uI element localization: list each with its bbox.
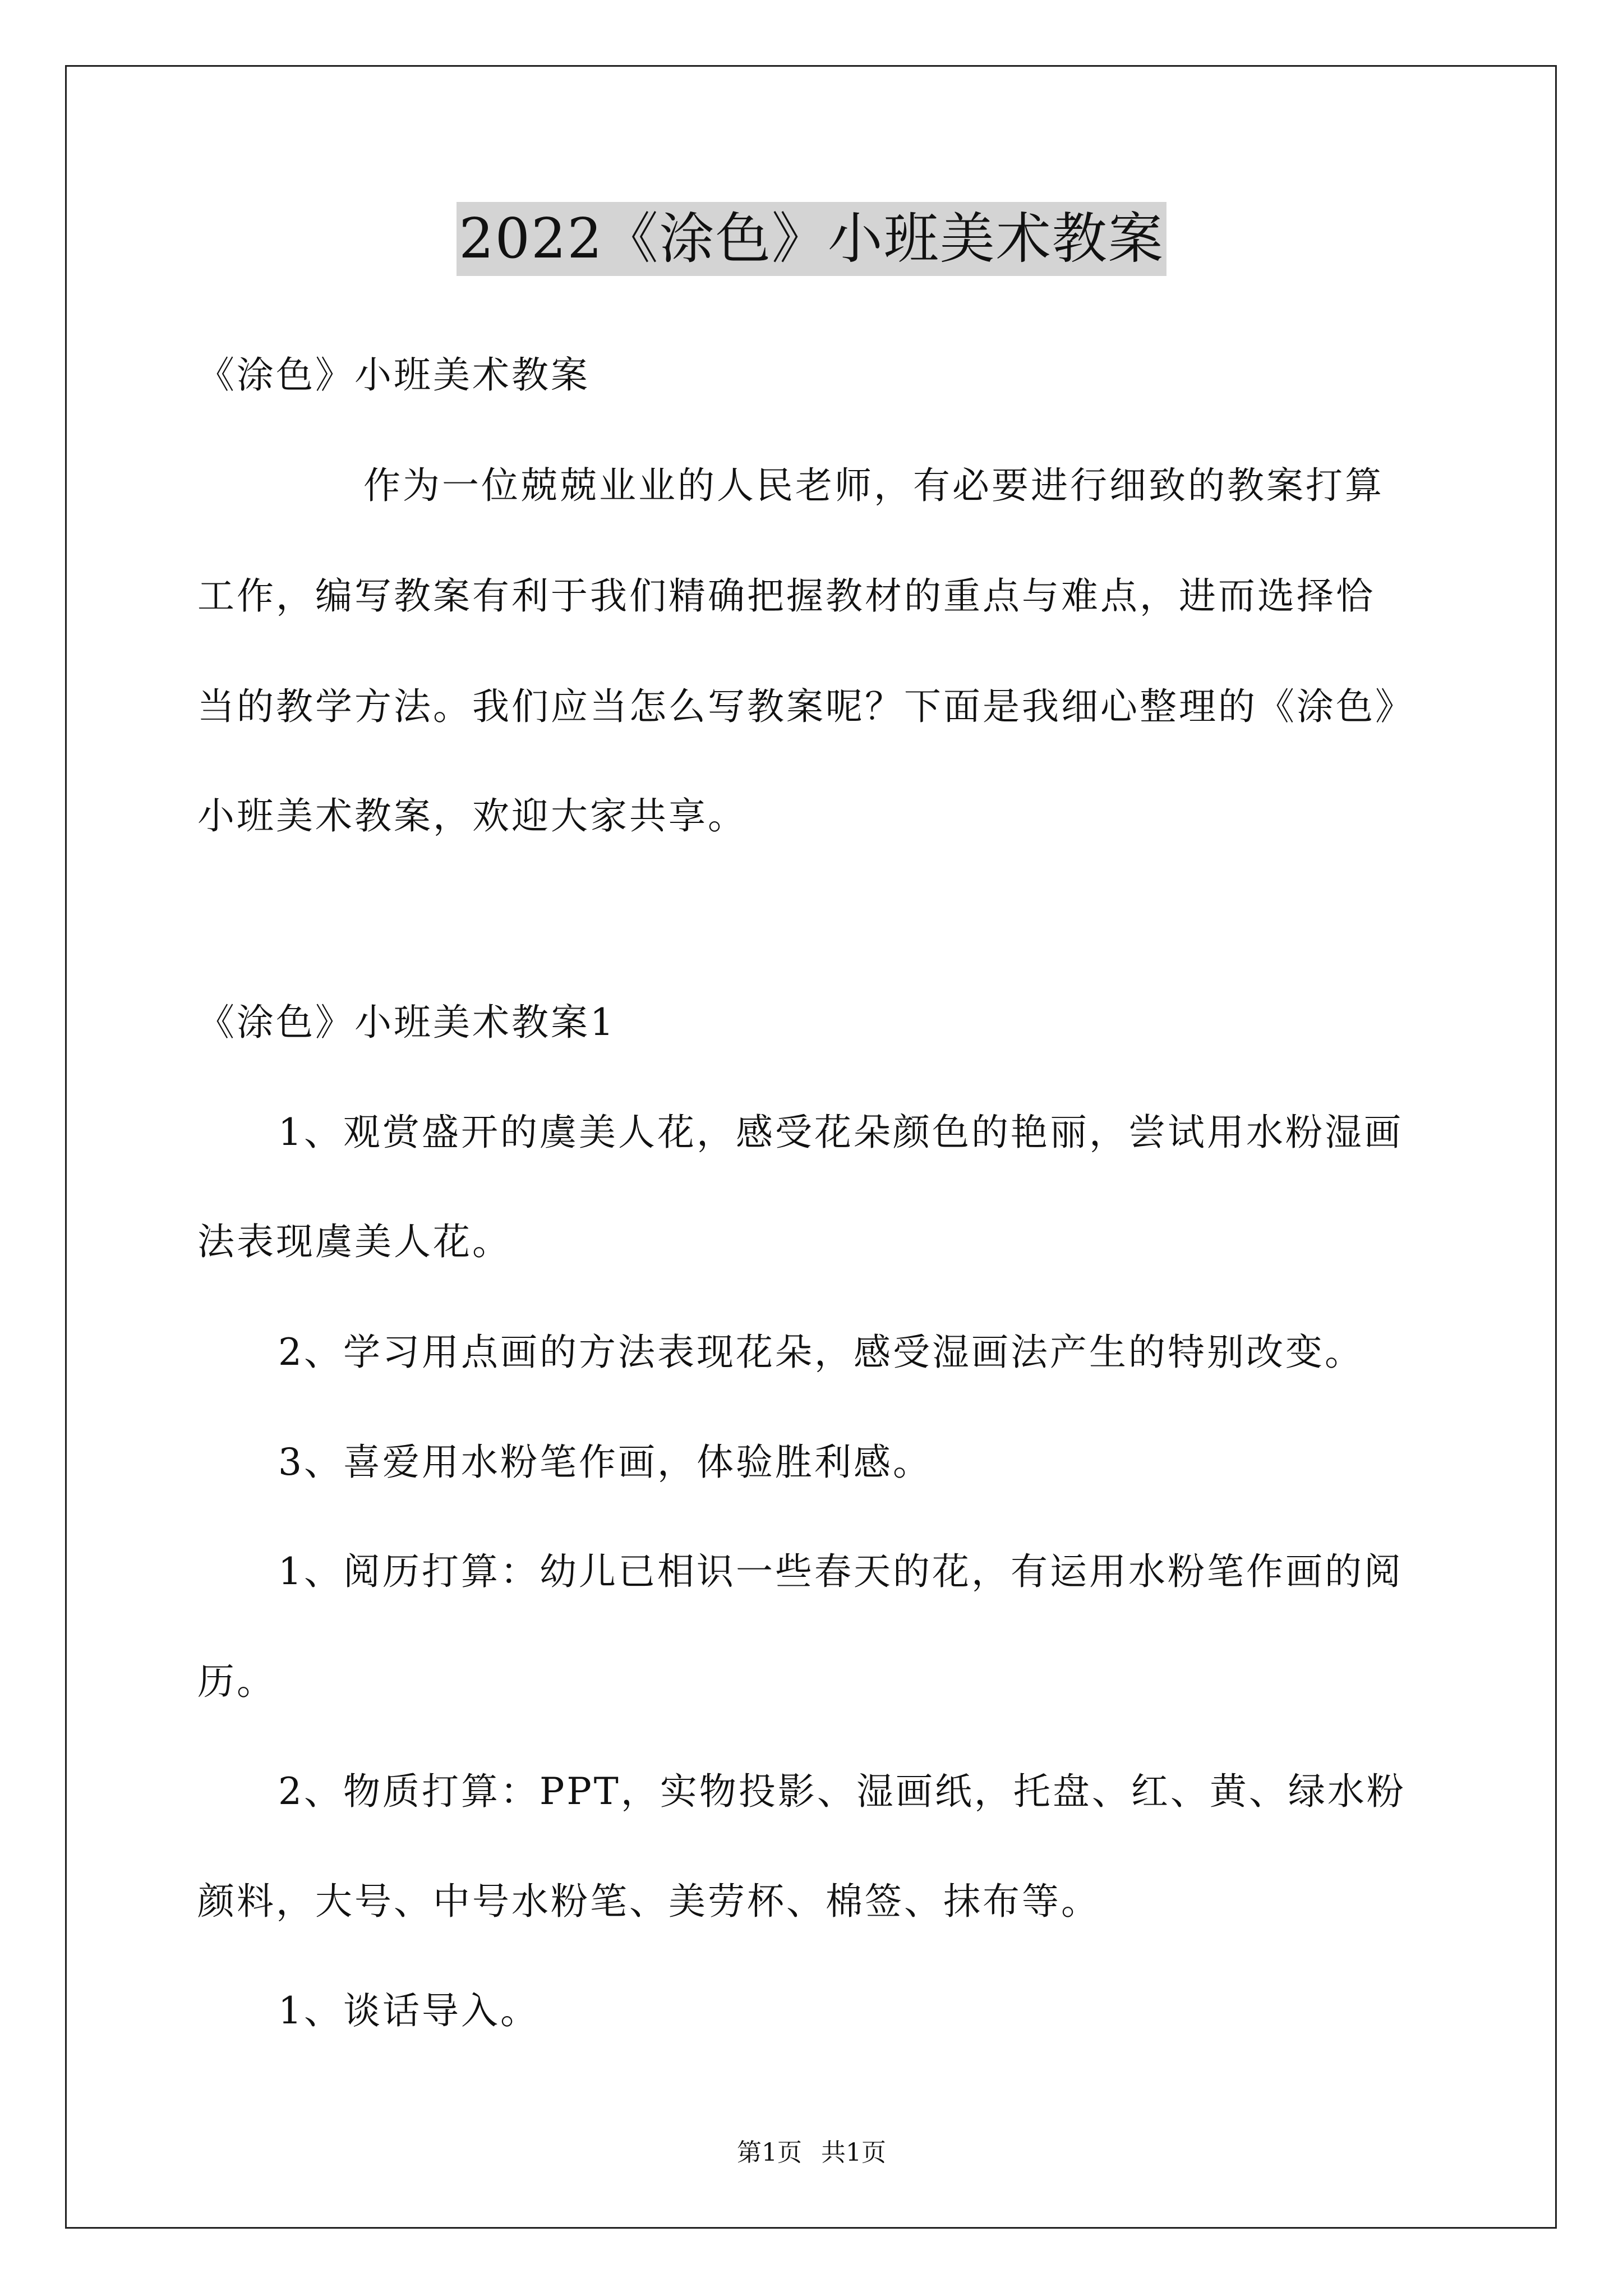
section-heading: 《涂色》小班美术教案1 [197,1001,616,1044]
page-footer [0,2136,1623,2170]
paragraph-line: 作为一位兢兢业业的人民老师，有必要进行细致的教案打算 [363,464,1384,507]
paragraph-line: 历。 [197,1660,276,1703]
subtitle-line: 《涂色》小班美术教案 [197,353,590,397]
paragraph-line: 颜料，大号、中号水粉笔、美劳杯、棉签、抹布等。 [197,1880,1100,1923]
page-number-current: 第1页 [737,2138,802,2167]
paragraph-line: 3、喜爱用水粉笔作画，体验胜利感。 [278,1441,932,1484]
paragraph-line: 法表现虞美人花。 [197,1220,511,1263]
paragraph-line: 当的教学方法。我们应当怎么写教案呢？下面是我细心整理的《涂色》 [197,685,1414,728]
paragraph-line: 1、谈话导入。 [278,1989,540,2032]
paragraph-line: 1、观赏盛开的虞美人花，感受花朵颜色的艳丽，尝试用水粉湿画 [278,1111,1403,1154]
title-container [0,202,1623,276]
paragraph-line: 工作，编写教案有利于我们精确把握教材的重点与难点，进而选择恰 [197,574,1375,618]
paragraph-line: 小班美术教案，欢迎大家共享。 [197,794,747,838]
paragraph-line: 2、物质打算：PPT，实物投影、湿画纸，托盘、红、黄、绿水粉 [278,1770,1406,1813]
paragraph-line: 1、阅历打算：幼儿已相识一些春天的花，有运用水粉笔作画的阅 [278,1550,1403,1593]
paragraph-line: 2、学习用点画的方法表现花朵，感受湿画法产生的特别改变。 [278,1331,1364,1374]
document-title: 2022《涂色》小班美术教案 [457,202,1166,276]
page-number-total: 共1页 [821,2138,886,2167]
